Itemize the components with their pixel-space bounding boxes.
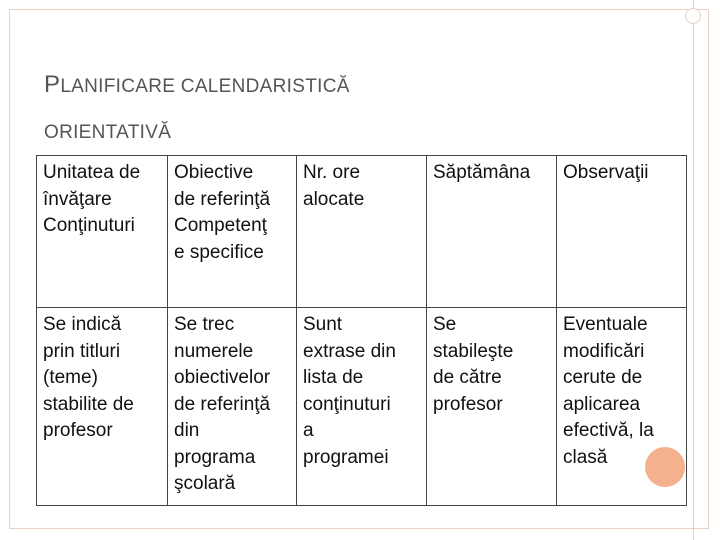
slide-title <box>44 58 644 156</box>
cell-week: Se stabileşte de către profesor <box>427 308 557 506</box>
header-cell-objectives: Obiective de referinţă Competenţ e specifice <box>168 156 297 308</box>
header-cell-week: Săptămâna <box>427 156 557 308</box>
planning-table <box>36 155 687 506</box>
cell-notes: Eventuale modificări cerute de aplicarea efectivă, la clasă <box>557 308 687 506</box>
decorative-orange-dot <box>645 447 685 487</box>
cell-unit: Se indică prin titluri (teme) stabilite de profesor <box>37 308 168 506</box>
table-header-row <box>37 156 687 308</box>
cell-objectives: Se trec numerele obiectivelor de referinţă din programa şcolară <box>168 308 297 506</box>
title-initial: P <box>44 71 61 98</box>
header-cell-notes: Observaţii <box>557 156 687 308</box>
title-line-2: ORIENTATIVĂ <box>44 122 172 143</box>
table-row <box>37 308 687 506</box>
header-cell-hours: Nr. ore alocate <box>297 156 427 308</box>
title-line-1 <box>44 58 644 110</box>
decorative-vertical-line <box>693 0 694 540</box>
cell-hours: Sunt extrase din lista de conţinuturi a programei <box>297 308 427 506</box>
title-rest: LANIFICARE CALENDARISTICĂ <box>60 76 350 97</box>
header-cell-unit: Unitatea de învăţare Conţinuturi <box>37 156 168 308</box>
decorative-circle-icon <box>685 8 701 24</box>
